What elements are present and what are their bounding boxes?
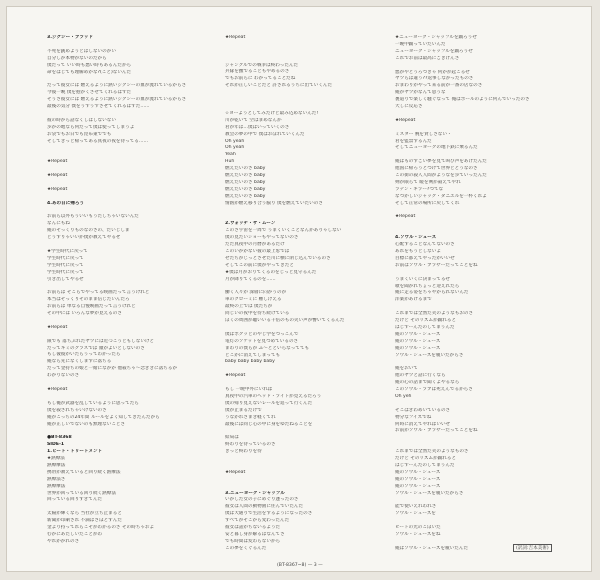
lyric-line: ☆ヨーようとしてみたけど最み込めないんだ! xyxy=(225,110,319,116)
lyric-line: ★Repeat xyxy=(225,469,246,475)
lyric-line: 最後には同じ心の中に身をゆだねることを xyxy=(225,421,313,427)
lyric-line: 熱療法さ xyxy=(47,476,66,482)
lyric-line: いかした女の子にめぐり逢ったのさ xyxy=(225,497,299,503)
lyric-line: Oh yeah xyxy=(225,138,245,144)
lyric-line: 安と暮し身が解るはなんてさ xyxy=(225,531,285,537)
lyric-line xyxy=(395,125,545,132)
lyric-line: 歩かの地なら何だって僕は使ってしまうよ xyxy=(47,124,135,130)
lyric-line: 俺はソウル・シューズを履いたんだ xyxy=(395,545,469,551)
lyric-line: ぼくの周囲が聴いいる千倍のもの笑い声が響いてくるんだ xyxy=(225,318,345,324)
lyric-line: 僕の帰り見えないレールを追って行くんだ xyxy=(225,400,313,406)
lyric-line: これまでは全然た笑のようなもおのさ xyxy=(395,311,474,317)
translation-credit: (訳詞:吉本美術) xyxy=(513,544,552,552)
lyric-line: 同じいの夜中を待ち続けている xyxy=(225,311,290,317)
lyric-line: うまくいくに決まってるぜ xyxy=(395,276,450,282)
lyric-line xyxy=(47,318,197,325)
lyric-line: ミスター 腕を貸しさない・ xyxy=(395,131,452,137)
lyric-line xyxy=(225,56,375,63)
lyric-line: このソウル・ラブは死えんでるからさ xyxy=(395,387,473,393)
lyric-line: ★Repeat xyxy=(47,186,68,192)
lyric-line: ★熱療法 xyxy=(47,456,65,462)
lyric-line: 彼女は話がちないるようだ xyxy=(225,525,281,531)
lyric-line: 電灯のソケットを見つめているのさ xyxy=(225,338,299,344)
lyric-line xyxy=(47,76,197,83)
lyric-line: 剣が限らて 暖を剣が殺えてやれ xyxy=(395,179,461,185)
lyric-line xyxy=(47,208,197,215)
lyrics-sheet xyxy=(6,6,592,572)
lyric-line: お前がソウル・ブラザーだってことをね xyxy=(395,428,478,434)
lyric-line xyxy=(395,270,545,277)
lyric-line: お前らは そこらでやってる映画だって言うけれど xyxy=(47,290,150,296)
lyric-line: 洋楽があけるまで xyxy=(395,297,432,303)
lyric-line: 俺のソウル・シューズ xyxy=(395,469,441,475)
lyric-line: そうさ彼女には 燃えるように熱いジグシーの血が流れているからさ xyxy=(47,97,187,103)
lyric-line xyxy=(395,63,545,70)
lyric-line: 世界が回っている回り続く熱療法 xyxy=(47,490,116,496)
lyric-line: ジャングルでの戦争は終わったんだ xyxy=(225,62,299,68)
lyric-line: 学生時代に戻って xyxy=(47,255,84,261)
lyric-line xyxy=(47,283,197,290)
lyric-line: 心配することなんてないのさ xyxy=(395,242,455,248)
lyric-line: Oh yeah xyxy=(225,145,245,151)
lyric-line: 川が乾いて 空はまめなんか xyxy=(225,117,282,123)
lyric-line: 燃えたいのさ baby xyxy=(225,186,266,192)
lyric-line: 学生時代に戻って xyxy=(47,262,84,268)
lyric-line: 俺のソウル・シューズ xyxy=(395,345,441,351)
lyric-line: 俺のソウル・シューズ xyxy=(395,476,441,482)
lyric-line: 携帯が教えていると回り続く熱療法 xyxy=(47,469,121,475)
lyric-line xyxy=(47,145,197,152)
lyric-line: 熱療療法 xyxy=(47,483,66,489)
lyric-line: 引き出してやるぜ xyxy=(47,276,84,282)
lyric-line xyxy=(225,366,375,373)
lyric-line: もし俺が武器を乱しているように思ってたら xyxy=(47,400,139,406)
lyric-line: まわりの僕らが ふ～とといらなってても xyxy=(225,345,310,351)
lyric-line xyxy=(395,359,545,366)
lyric-line: そしてこの前に僕がやってきたと xyxy=(225,262,294,268)
lyric-line xyxy=(47,42,197,49)
lyric-line xyxy=(395,518,545,525)
lyric-line: なんにもね xyxy=(47,221,70,227)
lyric-line: ★Repeat xyxy=(395,117,416,123)
lyric-line: 僕はボクッとのやじ学をつっこんで xyxy=(225,331,299,337)
lyric-line: だけど そのリズムが踊れると xyxy=(395,318,457,324)
lyric-line: 大しに反応さ xyxy=(395,104,423,110)
lyric-line: 何時に消えてやればいいぜ xyxy=(395,421,451,427)
lyric-line xyxy=(225,456,375,463)
lyric-line: ★Repeat xyxy=(47,324,68,330)
lyric-line: わかりないのさ xyxy=(47,373,80,379)
lyric-line: だってキミのクラスでは 頭がよいとしないのさ xyxy=(47,345,145,351)
lyric-line: ★Repeat xyxy=(395,214,416,220)
lyric-line: 彼女は人間の動物園に住んでいたんだ xyxy=(225,504,304,510)
lyric-line xyxy=(225,49,375,56)
lyric-line xyxy=(225,284,375,291)
lyric-line: 終わりを待っているのさ xyxy=(225,442,276,448)
lyric-line: あれをもうとしないよ xyxy=(395,248,441,254)
lyric-line: 今彼一晩 僕を抱かくさせてくれるはずだ xyxy=(47,90,132,96)
lyric-line xyxy=(225,104,375,111)
lyric-line: このいかかない彼の最上窓では xyxy=(225,248,290,254)
lyric-line: ★学生時代に戻って xyxy=(47,248,88,254)
lyric-line: 俺なら先になくしますに落ちる xyxy=(47,359,112,365)
lyric-line xyxy=(395,498,545,505)
lyric-line: せたちがじっとさせた川に横に閉じ込んでいるのさ xyxy=(225,255,331,261)
lyric-line: ソウル・シューズを xyxy=(395,511,436,517)
lyric-line: だって彼女には 燃えるように熱いジグシーの血が流れているからさ xyxy=(47,83,187,89)
lyric-line: お前らは 単なる自慢映画だって言うけれど xyxy=(47,304,136,310)
lyric-line: 他のヤツと話に行くなら xyxy=(395,373,446,379)
lyric-line: だって金持ちの娘と一緒になかか 他殺ちゃ～恋ぎきに落ちるか xyxy=(47,366,178,372)
lyric-line xyxy=(225,214,375,221)
lyric-line: 俺の心の話まで聞くよやるなら xyxy=(395,380,460,386)
lyric-line: ★ニューヨーク・シャッフルを踊ろうぜ xyxy=(395,35,477,40)
lyric-line: 俺のソウル・シューズ xyxy=(395,483,441,489)
lyric-line: おまわりがやって来る前が一番の店なのさ xyxy=(395,83,483,89)
lyric-line: どうすりゃいいか僕が教えてやるぜ xyxy=(47,235,121,241)
lyric-line xyxy=(47,380,197,387)
lyric-line: 俺のソウル・シューズ xyxy=(395,331,441,337)
lyric-line: 悪がやとうろつきゃ 何かが起こるぜ xyxy=(395,69,470,75)
lyric-line: 燃えたいのさ baby xyxy=(225,173,266,179)
lyric-line: 最終の上では 僕たちが xyxy=(225,304,273,310)
lyric-line: 歌を聞かれちょっと迎えれたら xyxy=(395,283,460,289)
lyric-line: お前はソウル・ブラザーだってことをね xyxy=(395,262,478,268)
lyric-line: 最後の気分 僕をうずうずさせてくれるはずだ…… xyxy=(47,104,150,110)
lyric-line: 新聞が印刷され 不満はさほどすんだ xyxy=(47,518,122,524)
lyric-line: 一晩中踊っていたいんだ xyxy=(395,41,446,47)
song-title: 3.ジグシー・ブラッド xyxy=(47,35,94,40)
lyric-line: 君を監禁するんだ xyxy=(395,138,432,144)
lyric-line: でもお前らに わかってることだね xyxy=(225,76,296,82)
lyric-line: 僕が止まるだけで xyxy=(225,407,262,413)
lyrics-column-middle xyxy=(225,35,375,553)
lyric-line: ★Repeat xyxy=(225,373,246,379)
lyric-line xyxy=(395,228,545,235)
lyric-line: ★Repeat xyxy=(47,173,68,179)
lyric-line xyxy=(225,463,375,470)
lyric-line: はじずーんたのしてまうんだ xyxy=(395,324,455,330)
lyric-line: 命をはじても理解めかな?(こと)ないんだ xyxy=(47,69,132,75)
lyric-line: 僕の見たいショーもやってないのさ xyxy=(225,235,299,241)
lyric-line: きっと終わりを待 xyxy=(225,449,262,455)
lyrics-column-right xyxy=(395,35,545,553)
lyric-line: Huh xyxy=(225,159,235,165)
lyric-line xyxy=(47,394,197,401)
lyric-line xyxy=(225,380,375,387)
lyric-line: なつかしいジャック・ダニエルを一杯くれよ xyxy=(395,193,487,199)
lyric-line: 熱療療法 xyxy=(47,462,66,468)
lyric-line: ソウル・シューズをね xyxy=(395,532,441,538)
lyric-line xyxy=(225,208,375,215)
lyric-line: 学生時代に戻って xyxy=(47,269,84,275)
lyric-line: 俺をおいて xyxy=(395,366,418,372)
lyric-line: 不死を銃めようとはしないのかい xyxy=(47,48,116,54)
lyric-line xyxy=(47,166,197,173)
lyric-line: ★Repeat xyxy=(47,387,68,392)
lyric-line: 太陽が輝くなら 当社が立ち止まると xyxy=(47,511,122,517)
lyric-line: 本当はそっくりそのまま信じたいんだろ xyxy=(47,297,130,303)
lyric-line xyxy=(395,304,545,311)
lyric-line: この夢をくぐるんだ xyxy=(225,545,267,551)
lyric-line xyxy=(395,208,545,215)
lyric-line: それが正しいことだと 許されるうちに出ていくんだ xyxy=(225,83,333,89)
song-title: 4.ソウル・シューズ xyxy=(395,235,437,241)
lyric-line: ビートの光のこぼいた xyxy=(395,525,441,531)
lyric-line: その中には いろんな夢が見えるのさ xyxy=(47,311,122,317)
lyric-line: 目標に都えてやったがいいぜ xyxy=(395,255,455,261)
lyric-line: 能で使いえれわれさ xyxy=(395,504,437,510)
lyric-line xyxy=(225,477,375,484)
lyric-line: 金より持ってれらこそがわかるのさ その時ちゃおよ xyxy=(47,525,155,531)
lyric-line xyxy=(395,221,545,228)
lyric-line xyxy=(225,484,375,491)
lyric-line: 君が年は…僕はいっていくのさ xyxy=(225,124,290,130)
lyric-line: baby baby baby baby xyxy=(225,359,275,365)
lyric-line: ただ真夜中の月暦があるだけ xyxy=(225,242,285,248)
lyric-line: お袋でもお日でも昆布東ででも xyxy=(47,131,112,137)
lyric-line: 彼の時から話なくしはしないない xyxy=(47,117,116,123)
lyric-line: そこはぎわめいているのさ xyxy=(395,407,451,413)
lyric-line: やれかかれのさ xyxy=(47,538,80,544)
lyric-line: 物分なフイズでね xyxy=(395,414,432,420)
lyric-line: 月が降りてくるのを…… xyxy=(225,276,276,282)
lyric-line xyxy=(395,401,545,408)
lyric-line: だけど そのリズムが踊れると xyxy=(395,456,457,462)
lyric-line: むかにあたしいたことがわ xyxy=(47,531,103,537)
lyric-line: ニューヨーク・シャッフルを踊ろうぜ xyxy=(395,48,473,54)
lyric-line xyxy=(47,111,197,118)
lyric-line: 限でも 落ちぶれたヤツには近づこうともしないけど xyxy=(47,338,155,344)
lyric-line: 回っている回りすぎてんだ xyxy=(47,497,103,503)
lyric-line: 俺はものすごい夢を見て叫び声をあげたんだ xyxy=(395,159,487,165)
lyric-line: 俺のソウル・シューズ xyxy=(395,338,441,344)
lyric-line: どこかに消えてしまっても xyxy=(225,352,281,358)
lyric-line: はじずーんたのしてまうんだ xyxy=(395,462,455,468)
lyric-line: 兵隊を撫でることもやめるのさ xyxy=(225,69,290,75)
lyric-line: 車のクローミに 難しげえる xyxy=(225,297,282,303)
lyric-line: でも時間は変わらないから xyxy=(225,538,281,544)
lyric-line: もし 一晩中外にいれば xyxy=(225,387,273,393)
lyric-line xyxy=(47,428,197,435)
song-title: 2.ウォッチ・ザ・ムーン xyxy=(225,221,276,227)
lyric-line xyxy=(47,332,197,339)
lyric-line: 俺がこっちの24年間 ルールをよく知してきたんだから xyxy=(47,414,160,420)
lyric-line: 僕だって いい時も悪い時もあるんだから xyxy=(47,62,132,68)
song-title: SIDE-1 xyxy=(47,442,65,448)
lyric-line: そしてきっと帰ってある真夜の夜を待ってる…… xyxy=(47,138,149,144)
lyric-line: 真夜中の汽車のヘッド・ライトが見えるだろう xyxy=(225,393,322,399)
lyric-line: ヤツらは違う??返事しなかったものさ xyxy=(395,76,474,82)
lyric-line: このさ宇宙を一周で うまくいくことなんかありゃしない xyxy=(225,228,342,234)
lyric-line: そして正常の場所に戻してくれ xyxy=(395,200,460,206)
lyric-line: 俺のそっくりものなのさの、だいじしま xyxy=(47,228,130,234)
lyric-line: 僕を殺されちゃいけないのさ xyxy=(47,407,107,413)
lyric-line: もし彼彼がいたらうってわかったら xyxy=(47,352,121,358)
lyric-line xyxy=(47,242,197,249)
lyric-line xyxy=(395,442,545,449)
lyric-line: 僕は大通りで生活をするようになったのさ xyxy=(225,511,313,517)
lyric-line: 俺に走る姿をちゃやかられないんだ xyxy=(395,290,469,296)
lyric-line xyxy=(225,97,375,104)
lyric-line xyxy=(47,194,197,201)
lyrics-column-left xyxy=(47,35,197,546)
lyric-line xyxy=(225,325,375,332)
lyric-line: この街の殺人人間がようなを歩ていったんだ xyxy=(395,173,487,179)
lyric-line: これでお前は最高にごきげんさ xyxy=(395,55,460,61)
lyric-line: ★Repeat xyxy=(225,35,246,40)
lyric-line: 自分しか本物がないのだから xyxy=(47,55,107,61)
lyric-line: ソウル・シューズを履いたからさ xyxy=(395,352,464,358)
song-title: 3.ニューヨーク・シャッフル xyxy=(225,490,285,496)
page-footer: (BT-8367~8) — 3 — xyxy=(277,563,323,568)
lyric-line xyxy=(225,90,375,97)
lyric-line: うなかれさまき軽くてれ xyxy=(225,414,276,420)
song-title: ●BT-8368 xyxy=(47,435,72,441)
lyric-line: 俺がヤツがなんて思うな xyxy=(395,90,446,96)
lyric-line: 情熱が燃え移り合う脇り 僕を燃えていたいのさ xyxy=(225,200,323,206)
lyric-line: ★僕は月がおりてくるのをじっと見守るんだ xyxy=(225,269,317,275)
lyric-line xyxy=(47,180,197,187)
lyric-line xyxy=(395,435,545,442)
lyric-line: これまでは全然た笑のようなものさ xyxy=(395,449,469,455)
song-title: 1.ヒート・トリートメント xyxy=(47,449,103,455)
lyric-line: 俺が正しいでないのも無理ないことさ xyxy=(47,421,126,427)
lyric-line: 燃えたいのさ baby xyxy=(225,193,266,199)
lyric-line: ラテン・キラー?つてな xyxy=(395,186,444,192)
lyric-line xyxy=(225,42,375,49)
lyric-line: 燃えたいのさ baby xyxy=(225,166,266,172)
lyric-line: ★Repeat xyxy=(47,159,68,165)
lyric-line xyxy=(225,428,375,435)
lyric-line: 燃えたいのさ baby xyxy=(225,179,266,185)
lyric-line xyxy=(395,111,545,118)
lyric-line: 他国に帰ろうとつけて世界とどうなのさ xyxy=(395,166,478,172)
lyric-line: ソウル・シューズを履いたからさ xyxy=(395,490,464,496)
lyric-line xyxy=(47,504,197,511)
lyric-line: 結局は xyxy=(225,435,239,441)
lyric-line: すべてがそこから変わったんだ xyxy=(225,518,290,524)
lyric-line: 教会の夢の中で 僕はおぼれていくんだ xyxy=(225,131,305,137)
lyric-line xyxy=(47,152,197,159)
lyric-line: Yeah xyxy=(225,152,236,158)
lyric-line xyxy=(395,152,545,159)
lyric-line: 裏道りで楽しく騒ぐなって 俺はボールのように何んでいったのさ xyxy=(395,97,530,103)
lyric-line: 働く人々が 深層に向かうのが xyxy=(225,290,287,296)
lyric-line: Oh yeh xyxy=(395,393,412,399)
song-title: 4.あの日に帰ろう xyxy=(47,200,85,206)
lyric-line: お前ら以外もういいもうたしちゃいないんだ xyxy=(47,214,139,220)
lyric-line: そしてニューヨークの地下鉄に乗るんだ xyxy=(395,145,478,151)
